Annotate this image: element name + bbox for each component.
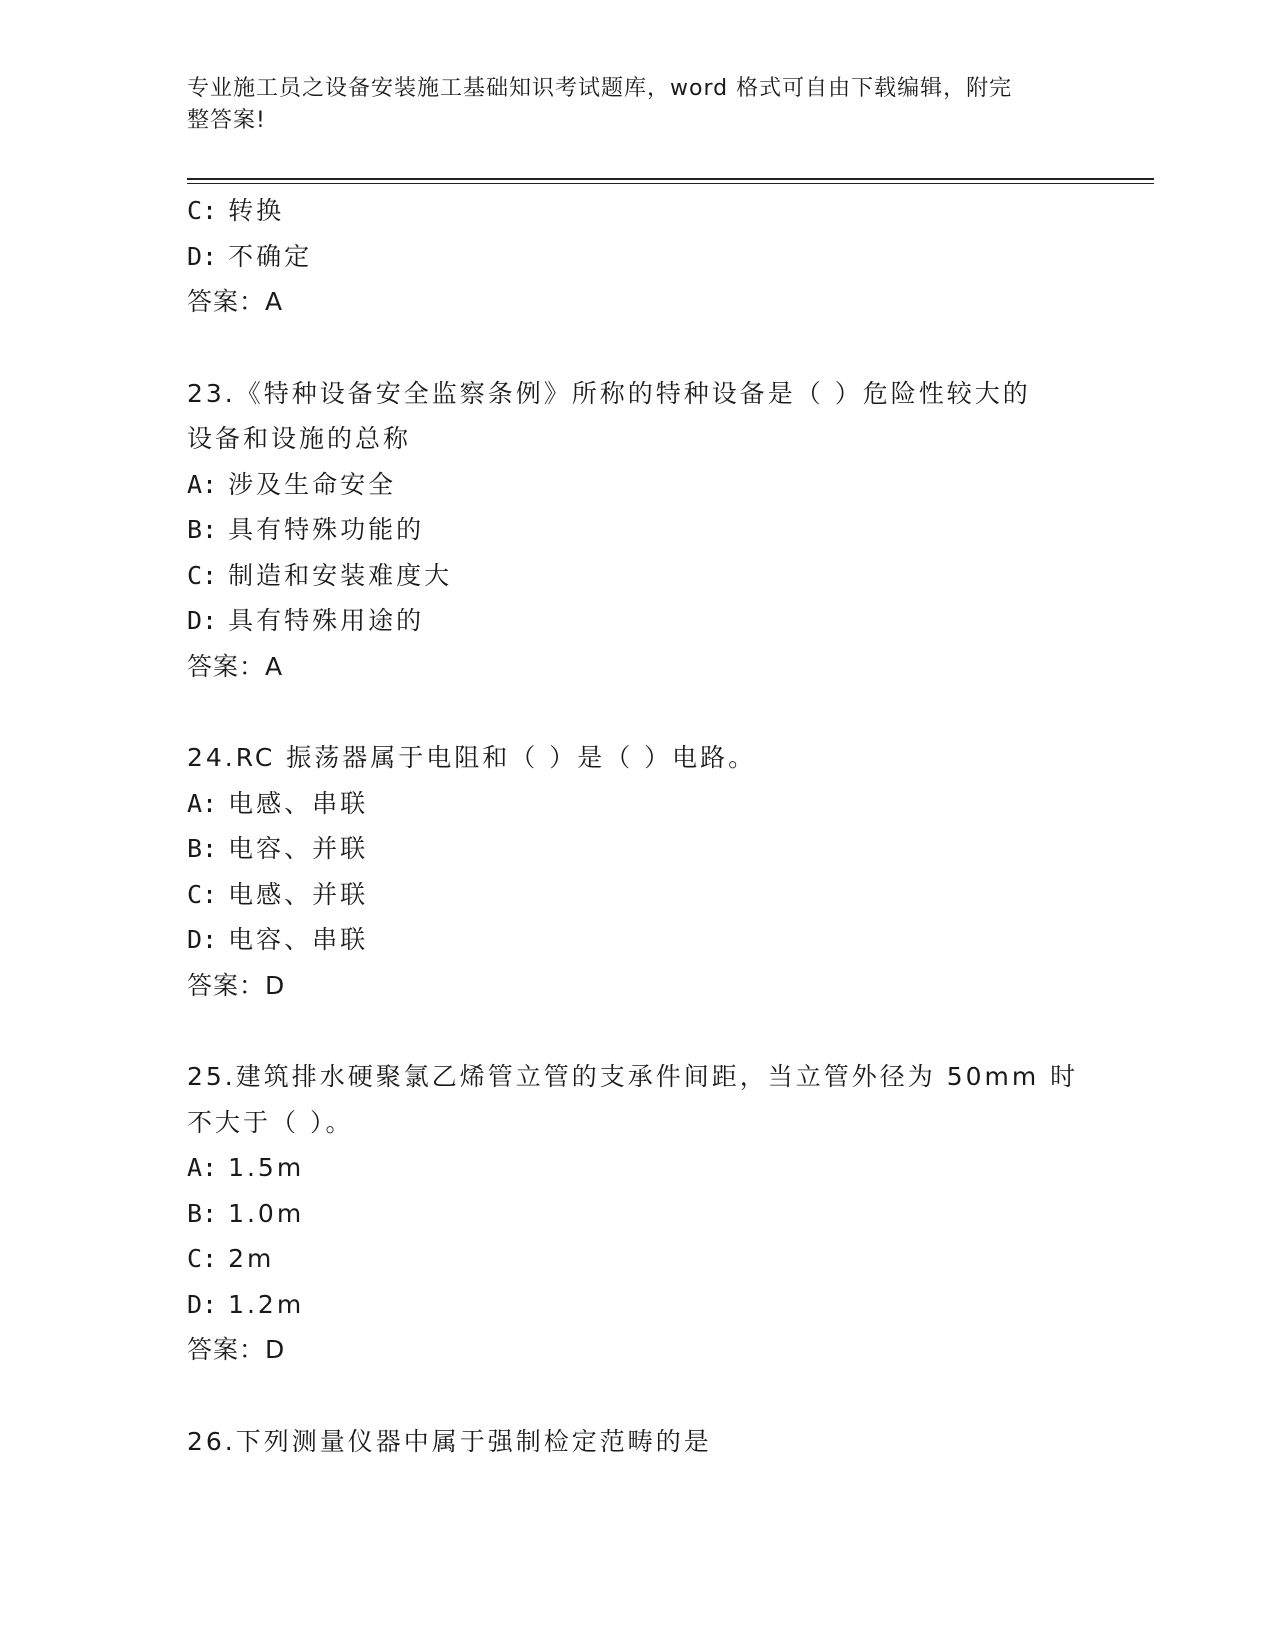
option-b — [187, 507, 1087, 553]
question-list — [187, 188, 1087, 1464]
option-text: 1.0m — [228, 1198, 305, 1228]
answer-value: A — [265, 651, 284, 681]
question-stem-line: 24.RC 振荡器属于电阻和（ ）是（ ）电路。 — [187, 743, 757, 772]
question-stem-line: 不大于（ ）。 — [187, 1107, 354, 1137]
header-rule-thick — [187, 178, 1154, 180]
option-key: D: — [187, 606, 218, 635]
option-a — [187, 781, 1087, 827]
question-gap — [187, 325, 1087, 371]
question-block — [187, 1054, 1087, 1373]
question-block — [187, 1419, 1087, 1465]
option-c — [187, 553, 1087, 599]
option-text: 电容、串联 — [228, 925, 369, 954]
option-key: C: — [187, 1244, 218, 1273]
question-stem-line: 25.建筑排水硬聚氯乙烯管立管的支承件间距，当立管外径为 50mm 时 — [187, 1062, 1079, 1091]
option-key: C: — [187, 879, 218, 909]
option-d — [187, 234, 1087, 280]
answer-line — [187, 279, 1087, 325]
answer-line — [187, 963, 1087, 1009]
question-block — [187, 371, 1087, 690]
answer-label: 答案： — [187, 287, 266, 316]
option-text: 转换 — [228, 196, 285, 225]
option-text: 2m — [228, 1244, 275, 1273]
option-text: 电感、并联 — [228, 879, 369, 909]
question-stem-line: 26.下列测量仪器中属于强制检定范畴的是 — [187, 1426, 712, 1456]
option-text: 1.2m — [228, 1289, 305, 1319]
option-key: B: — [187, 834, 218, 863]
option-key: D: — [187, 241, 218, 271]
answer-value: D — [265, 1335, 286, 1364]
question-stem-line: 23.《特种设备安全监察条例》所称的特种设备是（ ）危险性较大的 — [187, 378, 1031, 408]
question-block — [187, 735, 1087, 1008]
option-d — [187, 917, 1087, 963]
option-a — [187, 1145, 1087, 1191]
answer-label: 答案： — [187, 1335, 266, 1364]
option-d — [187, 598, 1087, 644]
option-text: 电容、并联 — [228, 834, 369, 863]
header-rule-thin — [187, 183, 1154, 184]
option-text: 涉及生命安全 — [228, 469, 397, 499]
option-key: C: — [187, 196, 218, 225]
answer-label: 答案： — [187, 970, 266, 1000]
question-stem-line: 设备和设施的总称 — [187, 424, 412, 453]
option-key: B: — [187, 515, 218, 544]
page-header — [187, 73, 1067, 137]
option-text: 1.5m — [228, 1153, 305, 1182]
answer-line — [187, 644, 1087, 690]
answer-value: A — [265, 287, 284, 316]
header-line-2: 整答案! — [187, 108, 266, 133]
option-text: 具有特殊功能的 — [228, 515, 425, 544]
option-d — [187, 1282, 1087, 1328]
option-c — [187, 188, 1087, 234]
question-gap — [187, 1008, 1087, 1054]
option-c — [187, 1236, 1087, 1282]
option-b — [187, 1191, 1087, 1237]
prev-question-block — [187, 188, 1087, 325]
option-key: A: — [187, 469, 218, 499]
header-line-1: 专业施工员之设备安装施工基础知识考试题库，word 格式可自由下载编辑，附完 — [187, 76, 1013, 101]
option-text: 制造和安装难度大 — [228, 560, 453, 590]
option-key: A: — [187, 788, 218, 818]
question-gap — [187, 689, 1087, 735]
option-key: A: — [187, 1153, 218, 1182]
option-key: D: — [187, 925, 218, 954]
option-text: 不确定 — [228, 241, 313, 271]
answer-value: D — [265, 970, 286, 1000]
answer-label: 答案： — [187, 651, 266, 681]
option-key: B: — [187, 1198, 218, 1228]
option-text: 具有特殊用途的 — [228, 606, 425, 635]
option-key: C: — [187, 560, 218, 590]
option-text: 电感、串联 — [228, 788, 369, 818]
option-c — [187, 872, 1087, 918]
answer-line — [187, 1327, 1087, 1373]
question-gap — [187, 1373, 1087, 1419]
option-key: D: — [187, 1289, 218, 1319]
option-a — [187, 462, 1087, 508]
option-b — [187, 826, 1087, 872]
